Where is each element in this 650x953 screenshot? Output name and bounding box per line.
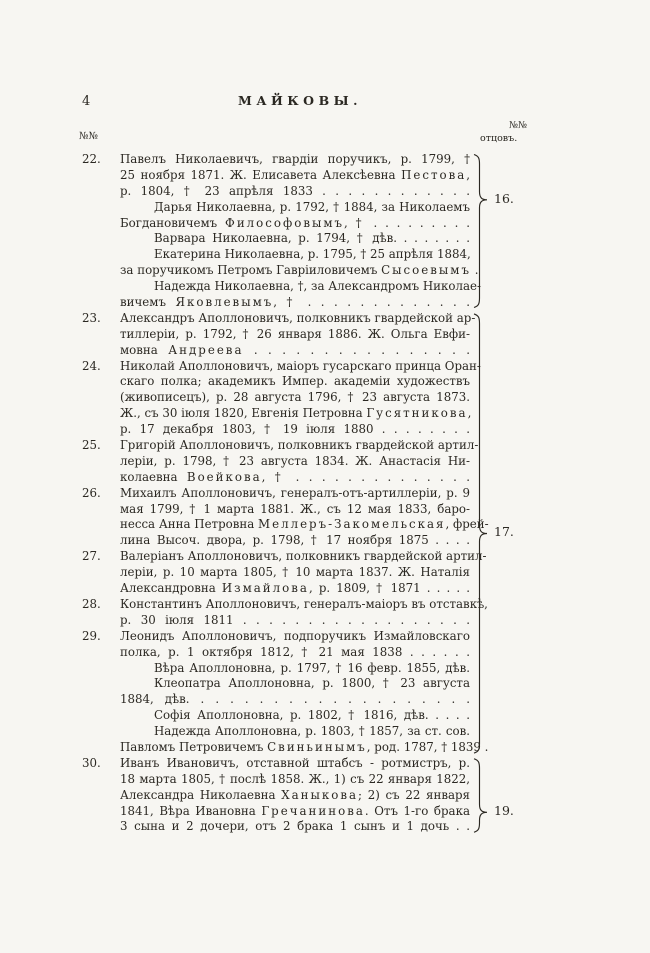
line-text: колаевна bbox=[120, 469, 187, 484]
line-text: мовна bbox=[120, 342, 169, 357]
entry-line bbox=[120, 184, 470, 200]
fathers-column-header-line1: №№ bbox=[509, 120, 527, 131]
spaced-surname: Сысоевымъ bbox=[381, 263, 471, 278]
entry-number: 29. bbox=[82, 628, 101, 643]
entry-number: 30. bbox=[82, 755, 101, 770]
entry-line bbox=[120, 295, 470, 311]
line-text: Екатерина Николаевна, р. 1795, † 25 апрѣля 1884, bbox=[154, 247, 471, 262]
line-text: , † . . . . . . . . . bbox=[344, 215, 470, 230]
line-text: , bbox=[466, 167, 470, 182]
father-number-label: 17. bbox=[494, 524, 514, 540]
line-text: вичемъ bbox=[120, 295, 176, 310]
line-text: 25 ноября 1871. Ж. Елисавета Алексѣевна bbox=[120, 167, 402, 182]
line-text: 3 сына и 2 дочери, отъ 2 брака 1 сынъ и 1 дочь . . bbox=[120, 819, 470, 834]
line-text: р. 30 іюля 1811 . . . . . . . . . . . . . . . . . . bbox=[120, 612, 470, 627]
spaced-surname: Ханыкова bbox=[281, 787, 359, 802]
entry-line bbox=[120, 788, 470, 804]
entry-23 bbox=[82, 310, 476, 359]
line-text: мая 1799, † 1 марта 1881. Ж., съ 12 мая 1833, баро- bbox=[120, 501, 470, 516]
entry-line bbox=[120, 804, 470, 820]
entry-27 bbox=[82, 549, 487, 597]
entry-line bbox=[82, 310, 476, 327]
spaced-surname: Измайлова bbox=[221, 581, 309, 596]
line-text: ; 2) съ 22 января bbox=[358, 787, 470, 802]
spaced-surname: Яковлевымъ bbox=[175, 295, 274, 310]
entry-25 bbox=[82, 438, 479, 486]
line-text: несса Анна Петровна bbox=[120, 517, 259, 532]
line-text: Надежда Николаевна, †, за Александромъ Николае- bbox=[154, 279, 482, 294]
line-text: Софія Аполлоновна, р. 1802, † 1816, дѣв. . . . . bbox=[154, 708, 470, 723]
entry-29 bbox=[82, 628, 489, 756]
line-text: , род. 1787, † 1839 . bbox=[366, 739, 489, 754]
line-text: (живописецъ), р. 28 августа 1796, † 23 августа 1873. bbox=[120, 390, 470, 405]
line-text: 18 марта 1805, † послѣ 1858. Ж., 1) съ 22 января 1822, bbox=[120, 771, 470, 786]
line-text: Григорій Аполлоновичъ, полковникъ гвардейской артил- bbox=[120, 438, 479, 453]
entry-line bbox=[120, 692, 470, 708]
line-text: , р. 1809, † 1871 . . . . . bbox=[308, 581, 470, 596]
line-text: Надежда Аполлоновна, р. 1803, † 1857, за ст. сов. bbox=[154, 724, 470, 739]
line-text: Вѣра Аполлоновна, р. 1797, † 16 февр. 1855, дѣв. bbox=[154, 660, 470, 675]
line-text: Александра Николаевна bbox=[120, 787, 282, 802]
entry-line bbox=[120, 422, 470, 438]
father-brace bbox=[472, 757, 489, 834]
entry-number: 25. bbox=[82, 438, 101, 453]
entry-22 bbox=[82, 152, 482, 311]
entry-number: 28. bbox=[82, 596, 101, 611]
entry-line bbox=[120, 200, 470, 216]
spaced-surname: Гусятникова bbox=[366, 406, 468, 421]
entry-number: 22. bbox=[82, 152, 101, 166]
entry-line bbox=[82, 596, 488, 613]
line-text: Ж., съ 30 іюля 1820, Евгенія Петровна bbox=[120, 406, 367, 421]
line-text: Николай Аполлоновичъ, маіоръ гусарскаго принца Оран- bbox=[120, 358, 481, 373]
curly-brace-icon bbox=[472, 153, 489, 309]
entry-26 bbox=[82, 485, 489, 550]
line-text: р. 17 декабря 1803, † 19 іюля 1880 . . . . . . . . bbox=[120, 422, 470, 437]
father-brace bbox=[472, 153, 489, 309]
line-text: Валеріанъ Аполлоновичъ, полковникъ гвардейской артил- bbox=[120, 549, 487, 564]
line-text: р. 1804, † 23 апрѣля 1833 . . . . . . . . . . . . bbox=[120, 183, 470, 198]
line-text: Клеопатра Аполлоновна, р. 1800, † 23 августа bbox=[154, 676, 470, 691]
entry-line bbox=[120, 390, 470, 406]
entry-number: 24. bbox=[82, 358, 101, 373]
entry-line bbox=[120, 676, 470, 692]
line-text: , † . . . . . . . . . . . . . . bbox=[261, 469, 470, 484]
line-text: полка, р. 1 октября 1812, † 21 мая 1838 . . . . . . bbox=[120, 644, 470, 659]
entry-number: 23. bbox=[82, 310, 101, 325]
page-number: 4 bbox=[82, 94, 91, 109]
entry-line bbox=[120, 772, 470, 788]
entry-line bbox=[82, 485, 470, 502]
entry-line bbox=[82, 438, 479, 454]
entry-line bbox=[120, 263, 479, 279]
entry-line bbox=[120, 406, 470, 422]
entry-28 bbox=[82, 596, 488, 629]
entry-line bbox=[82, 358, 481, 375]
entry-line bbox=[120, 279, 482, 295]
entry-line bbox=[120, 231, 470, 247]
father-number-label: 19. bbox=[494, 803, 514, 819]
spaced-surname: Философовымъ bbox=[225, 215, 345, 230]
entry-24 bbox=[82, 358, 481, 438]
line-text: скаго полка; академикъ Импер. академіи художествъ bbox=[120, 374, 470, 389]
spaced-surname: Меллеръ-Закомельская bbox=[258, 517, 446, 532]
entry-line bbox=[120, 581, 470, 597]
spaced-surname: Свиньинымъ bbox=[267, 739, 367, 754]
entry-line bbox=[120, 327, 470, 343]
father-number-label: 16. bbox=[494, 190, 514, 206]
entry-line bbox=[120, 724, 470, 740]
line-text: , фрей- bbox=[445, 517, 489, 532]
line-text: Богдановичемъ bbox=[120, 215, 226, 230]
entry-line bbox=[120, 533, 470, 549]
line-text: Александровна bbox=[120, 581, 222, 596]
entry-line bbox=[120, 517, 489, 533]
entry-line bbox=[120, 613, 470, 629]
father-brace bbox=[472, 312, 489, 755]
line-text: , bbox=[467, 406, 472, 421]
line-text: Александръ Аполлоновичъ, полковникъ гвардейской ар- bbox=[120, 310, 476, 325]
entry-line bbox=[120, 739, 489, 756]
entry-line bbox=[120, 374, 470, 390]
entry-line bbox=[120, 565, 470, 581]
line-text: . Отъ 1-го брака bbox=[364, 803, 471, 818]
entry-line bbox=[120, 247, 470, 263]
curly-brace-icon bbox=[472, 757, 489, 834]
line-text: Михаилъ Аполлоновичъ, генералъ-отъ-артиллеріи, р. 9 bbox=[120, 485, 470, 500]
spaced-surname: Воейкова bbox=[186, 469, 262, 484]
spaced-surname: Андреева bbox=[168, 342, 244, 357]
father-number-rail bbox=[472, 152, 542, 872]
curly-brace-icon bbox=[472, 312, 489, 755]
line-text: Павломъ Петровичемъ bbox=[120, 739, 268, 754]
line-text: лина Высоч. двора, р. 1798, † 17 ноября 1875 . . . . bbox=[120, 533, 470, 548]
line-text: , † . . . . . . . . . . . . . bbox=[273, 295, 470, 310]
entry-line bbox=[82, 755, 470, 772]
entry-line bbox=[120, 168, 470, 184]
line-text: 1841, Вѣра Ивановна bbox=[120, 803, 262, 818]
line-text: Иванъ Ивановичъ, отставной штабсъ - ротмистръ, р. bbox=[120, 755, 470, 770]
line-text: Варвара Николаевна, р. 1794, † дѣв. . . . . . . . bbox=[154, 231, 470, 246]
entry-number: 27. bbox=[82, 549, 101, 564]
entry-number: 26. bbox=[82, 485, 101, 500]
line-text: 1884, дѣв. . . . . . . . . . . . . . . . . . . . bbox=[120, 692, 470, 707]
entry-line bbox=[120, 454, 470, 470]
entry-line bbox=[120, 343, 470, 359]
line-text: леріи, р. 10 марта 1805, † 10 марта 1837. Ж. Наталія bbox=[120, 565, 470, 580]
page-title: МАЙКОВЫ. bbox=[237, 93, 363, 108]
entry-line bbox=[120, 819, 470, 835]
line-text: тиллеріи, р. 1792, † 26 января 1886. Ж. Ольга Евфи- bbox=[120, 326, 470, 341]
line-text: Дарья Николаевна, р. 1792, † 1884, за Николаемъ bbox=[154, 199, 470, 214]
entry-line bbox=[120, 661, 470, 677]
entry-line bbox=[120, 708, 470, 724]
spaced-surname: Пестова bbox=[401, 167, 467, 182]
entry-line bbox=[120, 470, 470, 486]
line-text: Константинъ Аполлоновичъ, генералъ-маіоръ въ отставкѣ, bbox=[120, 596, 488, 611]
entry-line bbox=[120, 216, 470, 232]
line-text: . . . . . . . . . . . . . . . . bbox=[243, 342, 470, 357]
entry-line bbox=[82, 152, 470, 168]
genealogy-entries bbox=[82, 152, 489, 835]
fathers-column-header-line2: отцовъ. bbox=[480, 133, 518, 144]
spaced-surname: Гречанинова bbox=[261, 803, 365, 818]
entry-line bbox=[82, 549, 487, 565]
line-text: леріи, р. 1798, † 23 августа 1834. Ж. Анастасія Ни- bbox=[120, 453, 470, 468]
entry-30 bbox=[82, 755, 471, 835]
entry-line bbox=[120, 645, 470, 661]
numbers-column-header: №№ bbox=[79, 131, 98, 142]
line-text: . bbox=[470, 263, 479, 278]
entry-line bbox=[82, 628, 470, 645]
line-text: Леонидъ Аполлоновичъ, подпоручикъ Измайловскаго bbox=[120, 628, 470, 643]
line-text: Павелъ Николаевичъ, гвардіи поручикъ, р. 1799, † bbox=[120, 152, 470, 166]
line-text: за поручикомъ Петромъ Гавріиловичемъ bbox=[120, 263, 382, 278]
entry-line bbox=[120, 502, 470, 518]
